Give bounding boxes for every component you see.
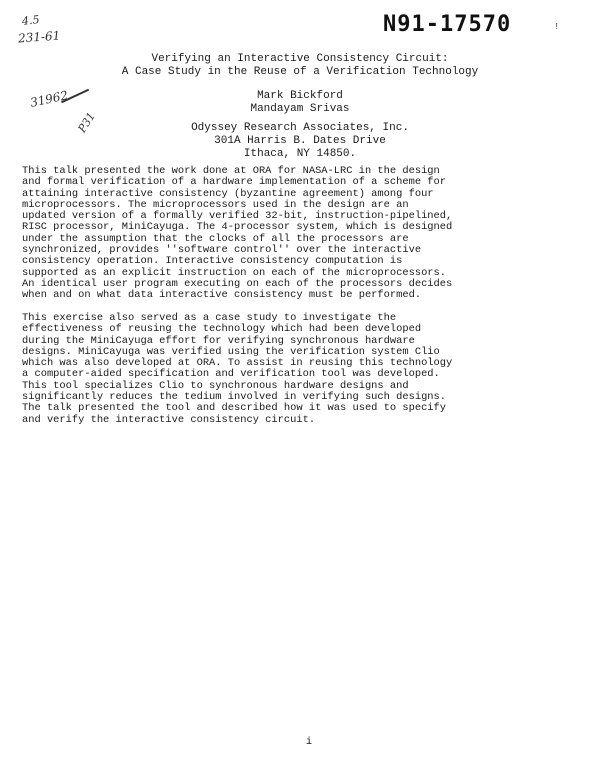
text-line: An identical user program executing on each of the processors decides [22,277,453,290]
text-line: and formal verification of a hardware implementation of a scheme for [22,176,447,189]
affiliation-line: Odyssey Research Associates, Inc. [191,122,409,134]
text-line: effectiveness of reusing the technology which had been developed [22,323,422,336]
text-line: microprocessors. The microprocessors used in the design are an [22,198,409,211]
handwritten-note: P31 [75,109,98,136]
title-line: Verifying an Interactive Consistency Circuit: [151,53,449,65]
text-line: attaining interactive consistency (byzantine agreement) among four [22,187,434,200]
paper-title [40,53,560,79]
text-line: updated version of a formally verified 32-bit, instruction-pipelined, [22,210,453,223]
abstract-paragraph-2 [22,313,542,426]
text-line: a computer-aided specification and verification tool was developed. [22,368,440,381]
text-line: significantly reduces the tedium involved in verifying such designs. [22,391,447,404]
page-number: i [306,737,313,748]
text-line: RISC processor, MiniCayuga. The 4-processor system, which is designed [22,221,453,234]
affiliation [40,122,560,161]
text-line: under the assumption that the clocks of all the processors are [22,232,409,245]
handwritten-note: 231-61 [17,28,61,46]
handwritten-note: 31962 [28,88,70,110]
text-line: during the MiniCayuga effort for verifying synchronous hardware [22,334,415,347]
document-number: N91-17570 [383,12,512,37]
author-name: Mark Bickford [257,90,343,102]
corner-mark: ! [554,22,560,32]
author-name: Mandayam Srivas [250,103,350,115]
affiliation-line: Ithaca, NY 14850. [243,148,357,160]
text-line: and verify the interactive consistency circuit. [22,413,316,426]
text-line: synchronized, provides ''software control'' over the interactive [22,244,422,257]
abstract-paragraph-1 [22,166,542,302]
text-line: This exercise also served as a case study to investigate the [22,312,397,324]
text-line: This tool specializes Clio to synchronous hardware designs and [22,379,409,392]
author-list [40,90,560,116]
text-line: designs. MiniCayuga was verified using the verification system Clio [22,345,440,358]
text-line: which was also developed at ORA. To assist in reusing this technology [22,357,453,370]
title-line: A Case Study in the Reuse of a Verification Technology [121,66,479,78]
text-line: supported as an explicit instruction on each of the microprocessors. [22,266,447,279]
affiliation-line: 301A Harris B. Dates Drive [214,135,386,147]
text-line: when and on what data interactive consistency must be performed. [22,289,422,302]
handwritten-note: 4.5 [21,13,41,28]
text-line: This talk presented the work done at ORA for NASA-LRC in the design [22,165,440,177]
text-line: consistency operation. Interactive consistency computation is [22,255,403,268]
text-line: The talk presented the tool and described how it was used to specify [22,402,447,415]
